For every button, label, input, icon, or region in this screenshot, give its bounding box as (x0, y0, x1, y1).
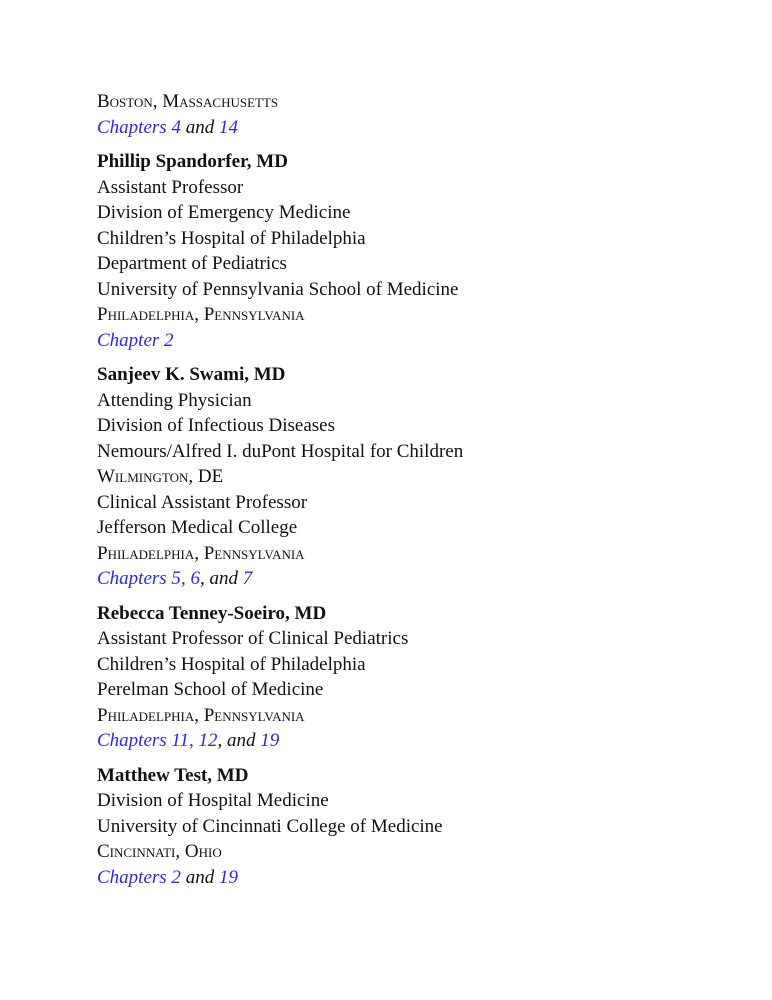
contributor-location: Wilmington, DE (97, 466, 224, 487)
chapter-link[interactable]: Chapters 5 (97, 568, 181, 589)
affiliation-line: Children’s Hospital of Philadelphia (97, 227, 366, 249)
contributor-location: Philadelphia, Pennsylvania (97, 542, 305, 564)
affiliation-line: Children’s Hospital of Philadelphia (97, 653, 366, 675)
contributor-location: Boston, Massachusetts (97, 91, 279, 112)
chapter-references (97, 865, 737, 891)
affiliation-line: Nemours/Alfred I. duPont Hospital for Children (97, 440, 464, 462)
chapter-separator: , (180, 568, 191, 589)
affiliation-line: Assistant Professor (97, 176, 244, 198)
contributor-entry (97, 362, 737, 592)
chapter-link[interactable]: 6 (190, 568, 200, 589)
affiliation-line: Division of Hospital Medicine (97, 790, 329, 811)
contributor-location: Philadelphia, Pennsylvania (97, 704, 305, 726)
chapter-link[interactable]: 19 (260, 730, 280, 751)
chapter-separator: , (189, 730, 199, 751)
contributor-entry (97, 763, 737, 891)
chapter-link[interactable]: 14 (218, 116, 238, 138)
affiliation-line: Department of Pediatrics (97, 253, 287, 274)
chapter-link[interactable]: Chapter 2 (97, 329, 174, 351)
chapter-conjunction: , and (217, 730, 261, 751)
affiliation-line: Clinical Assistant Professor (97, 491, 308, 513)
affiliation-line: Assistant Professor of Clinical Pediatrics (97, 628, 409, 649)
chapter-link[interactable]: Chapters 11 (97, 730, 190, 751)
chapter-link[interactable]: 19 (218, 866, 238, 888)
chapter-link[interactable]: 12 (198, 730, 218, 751)
chapter-link[interactable]: Chapters 2 (97, 866, 181, 888)
affiliation-line: Division of Infectious Diseases (97, 415, 335, 436)
affiliation-line: University of Pennsylvania School of Medicine (97, 278, 459, 300)
contributors-page (97, 89, 737, 890)
chapter-references (97, 728, 737, 754)
contributor-location: Cincinnati, Ohio (97, 841, 222, 862)
contributor-name: Sanjeev K. Swami, MD (97, 364, 286, 385)
chapter-conjunction: , and (199, 568, 243, 589)
affiliation-line: Attending Physician (97, 389, 252, 411)
contributor-entry-continuation (97, 89, 737, 140)
contributor-entry (97, 149, 737, 353)
chapter-link[interactable]: 4 (171, 116, 181, 138)
contributor-location: Philadelphia, Pennsylvania (97, 304, 305, 325)
affiliation-line: Perelman School of Medicine (97, 679, 324, 700)
affiliation-line: University of Cincinnati College of Medicine (97, 815, 443, 837)
affiliation-line: Division of Emergency Medicine (97, 202, 351, 223)
chapter-link[interactable]: 7 (242, 568, 253, 589)
contributor-entry (97, 601, 737, 754)
chapter-references (97, 115, 737, 141)
contributor-name: Phillip Spandorfer, MD (97, 151, 288, 172)
chapter-references (97, 566, 737, 592)
chapter-link[interactable]: Chapters (97, 116, 172, 138)
affiliation-line: Jefferson Medical College (97, 517, 298, 538)
contributor-name: Rebecca Tenney-Soeiro, MD (97, 602, 327, 624)
chapter-conjunction: and (180, 116, 219, 138)
chapter-conjunction: and (180, 866, 219, 888)
contributor-name: Matthew Test, MD (97, 764, 249, 786)
chapter-references (97, 328, 737, 354)
